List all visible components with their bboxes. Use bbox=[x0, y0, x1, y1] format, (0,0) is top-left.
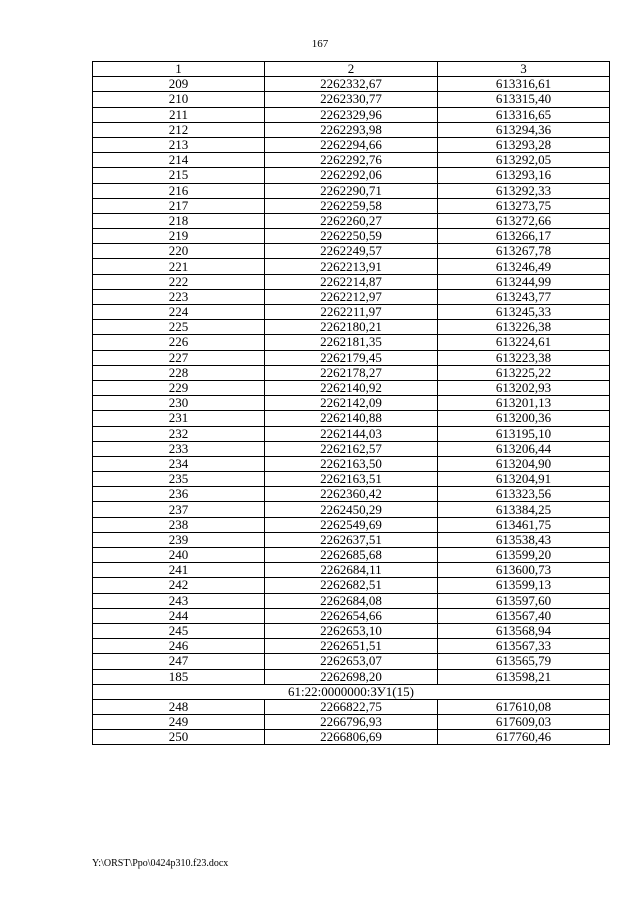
point-number-cell: 240 bbox=[93, 548, 265, 563]
x-coordinate-cell: 2262163,51 bbox=[265, 472, 438, 487]
x-coordinate-cell: 2262162,57 bbox=[265, 441, 438, 456]
point-number-cell: 233 bbox=[93, 441, 265, 456]
section-title-row bbox=[93, 684, 610, 699]
table-row bbox=[93, 380, 610, 395]
x-coordinate-cell: 2262292,76 bbox=[265, 153, 438, 168]
point-number-cell: 213 bbox=[93, 137, 265, 152]
table-row bbox=[93, 548, 610, 563]
y-coordinate-cell: 613224,61 bbox=[438, 335, 610, 350]
y-coordinate-cell: 613567,40 bbox=[438, 608, 610, 623]
x-coordinate-cell: 2262140,88 bbox=[265, 411, 438, 426]
y-coordinate-cell: 613244,99 bbox=[438, 274, 610, 289]
table-row bbox=[93, 563, 610, 578]
y-coordinate-cell: 613204,91 bbox=[438, 472, 610, 487]
point-number-cell: 211 bbox=[93, 107, 265, 122]
point-number-cell: 239 bbox=[93, 532, 265, 547]
point-number-cell: 228 bbox=[93, 365, 265, 380]
x-coordinate-cell: 2262179,45 bbox=[265, 350, 438, 365]
table-row bbox=[93, 441, 610, 456]
y-coordinate-cell: 613246,49 bbox=[438, 259, 610, 274]
table-header-row bbox=[93, 62, 610, 77]
point-number-cell: 216 bbox=[93, 183, 265, 198]
point-number-cell: 226 bbox=[93, 335, 265, 350]
section-title: 61:22:0000000:ЗУ1(15) bbox=[93, 684, 610, 699]
table-row bbox=[93, 472, 610, 487]
y-coordinate-cell: 613267,78 bbox=[438, 244, 610, 259]
y-coordinate-cell: 613315,40 bbox=[438, 92, 610, 107]
x-coordinate-cell: 2262654,66 bbox=[265, 608, 438, 623]
footer-file-path: Y:\ORST\Ppo\0424p310.f23.docx bbox=[92, 858, 229, 869]
point-number-cell: 247 bbox=[93, 654, 265, 669]
table-row bbox=[93, 654, 610, 669]
table-row bbox=[93, 639, 610, 654]
point-number-cell: 212 bbox=[93, 122, 265, 137]
table-row bbox=[93, 608, 610, 623]
x-coordinate-cell: 2262329,96 bbox=[265, 107, 438, 122]
x-coordinate-cell: 2262181,35 bbox=[265, 335, 438, 350]
table-row bbox=[93, 411, 610, 426]
table-body bbox=[93, 77, 610, 745]
y-coordinate-cell: 617760,46 bbox=[438, 730, 610, 745]
point-number-cell: 245 bbox=[93, 623, 265, 638]
table-row bbox=[93, 396, 610, 411]
point-number-cell: 237 bbox=[93, 502, 265, 517]
point-number-cell: 215 bbox=[93, 168, 265, 183]
point-number-cell: 185 bbox=[93, 669, 265, 684]
point-number-cell: 222 bbox=[93, 274, 265, 289]
x-coordinate-cell: 2262653,07 bbox=[265, 654, 438, 669]
table-row bbox=[93, 137, 610, 152]
point-number-cell: 217 bbox=[93, 198, 265, 213]
table-row bbox=[93, 229, 610, 244]
y-coordinate-cell: 613245,33 bbox=[438, 305, 610, 320]
table-row bbox=[93, 699, 610, 714]
x-coordinate-cell: 2266806,69 bbox=[265, 730, 438, 745]
y-coordinate-cell: 613206,44 bbox=[438, 441, 610, 456]
y-coordinate-cell: 613538,43 bbox=[438, 532, 610, 547]
point-number-cell: 250 bbox=[93, 730, 265, 745]
column-header-y: 3 bbox=[438, 62, 610, 77]
table-row bbox=[93, 244, 610, 259]
x-coordinate-cell: 2262330,77 bbox=[265, 92, 438, 107]
point-number-cell: 243 bbox=[93, 593, 265, 608]
y-coordinate-cell: 613565,79 bbox=[438, 654, 610, 669]
table-row bbox=[93, 274, 610, 289]
point-number-cell: 223 bbox=[93, 289, 265, 304]
y-coordinate-cell: 613568,94 bbox=[438, 623, 610, 638]
table-row bbox=[93, 487, 610, 502]
point-number-cell: 248 bbox=[93, 699, 265, 714]
point-number-cell: 214 bbox=[93, 153, 265, 168]
table-row bbox=[93, 305, 610, 320]
point-number-cell: 209 bbox=[93, 77, 265, 92]
y-coordinate-cell: 613599,13 bbox=[438, 578, 610, 593]
x-coordinate-cell: 2262294,66 bbox=[265, 137, 438, 152]
table-row bbox=[93, 715, 610, 730]
x-coordinate-cell: 2262651,51 bbox=[265, 639, 438, 654]
x-coordinate-cell: 2262682,51 bbox=[265, 578, 438, 593]
y-coordinate-cell: 613273,75 bbox=[438, 198, 610, 213]
table-row bbox=[93, 532, 610, 547]
table-row bbox=[93, 517, 610, 532]
x-coordinate-cell: 2262360,42 bbox=[265, 487, 438, 502]
coordinates-table bbox=[92, 61, 610, 745]
x-coordinate-cell: 2262259,58 bbox=[265, 198, 438, 213]
table-row bbox=[93, 168, 610, 183]
column-header-x: 2 bbox=[265, 62, 438, 77]
point-number-cell: 235 bbox=[93, 472, 265, 487]
x-coordinate-cell: 2262292,06 bbox=[265, 168, 438, 183]
point-number-cell: 246 bbox=[93, 639, 265, 654]
x-coordinate-cell: 2262250,59 bbox=[265, 229, 438, 244]
table-row bbox=[93, 623, 610, 638]
y-coordinate-cell: 613292,33 bbox=[438, 183, 610, 198]
y-coordinate-cell: 613598,21 bbox=[438, 669, 610, 684]
x-coordinate-cell: 2262450,29 bbox=[265, 502, 438, 517]
y-coordinate-cell: 613599,20 bbox=[438, 548, 610, 563]
y-coordinate-cell: 613243,77 bbox=[438, 289, 610, 304]
table-row bbox=[93, 365, 610, 380]
x-coordinate-cell: 2262144,03 bbox=[265, 426, 438, 441]
table-row bbox=[93, 198, 610, 213]
x-coordinate-cell: 2266796,93 bbox=[265, 715, 438, 730]
point-number-cell: 241 bbox=[93, 563, 265, 578]
x-coordinate-cell: 2262684,11 bbox=[265, 563, 438, 578]
x-coordinate-cell: 2262178,27 bbox=[265, 365, 438, 380]
table-row bbox=[93, 502, 610, 517]
x-coordinate-cell: 2262249,57 bbox=[265, 244, 438, 259]
y-coordinate-cell: 613461,75 bbox=[438, 517, 610, 532]
x-coordinate-cell: 2262142,09 bbox=[265, 396, 438, 411]
x-coordinate-cell: 2262332,67 bbox=[265, 77, 438, 92]
y-coordinate-cell: 613225,22 bbox=[438, 365, 610, 380]
x-coordinate-cell: 2262212,97 bbox=[265, 289, 438, 304]
table-row bbox=[93, 259, 610, 274]
y-coordinate-cell: 613292,05 bbox=[438, 153, 610, 168]
table-row bbox=[93, 426, 610, 441]
y-coordinate-cell: 613294,36 bbox=[438, 122, 610, 137]
page-number: 167 bbox=[311, 38, 329, 50]
y-coordinate-cell: 613384,25 bbox=[438, 502, 610, 517]
point-number-cell: 220 bbox=[93, 244, 265, 259]
y-coordinate-cell: 613597,60 bbox=[438, 593, 610, 608]
table-row bbox=[93, 213, 610, 228]
x-coordinate-cell: 2266822,75 bbox=[265, 699, 438, 714]
y-coordinate-cell: 613316,61 bbox=[438, 77, 610, 92]
y-coordinate-cell: 613195,10 bbox=[438, 426, 610, 441]
x-coordinate-cell: 2262637,51 bbox=[265, 532, 438, 547]
table-row bbox=[93, 456, 610, 471]
table-row bbox=[93, 593, 610, 608]
point-number-cell: 231 bbox=[93, 411, 265, 426]
point-number-cell: 232 bbox=[93, 426, 265, 441]
table-row bbox=[93, 320, 610, 335]
point-number-cell: 227 bbox=[93, 350, 265, 365]
table-row bbox=[93, 578, 610, 593]
x-coordinate-cell: 2262214,87 bbox=[265, 274, 438, 289]
y-coordinate-cell: 613201,13 bbox=[438, 396, 610, 411]
point-number-cell: 218 bbox=[93, 213, 265, 228]
point-number-cell: 238 bbox=[93, 517, 265, 532]
y-coordinate-cell: 613266,17 bbox=[438, 229, 610, 244]
x-coordinate-cell: 2262549,69 bbox=[265, 517, 438, 532]
table-row bbox=[93, 92, 610, 107]
x-coordinate-cell: 2262180,21 bbox=[265, 320, 438, 335]
point-number-cell: 225 bbox=[93, 320, 265, 335]
x-coordinate-cell: 2262213,91 bbox=[265, 259, 438, 274]
table-row bbox=[93, 77, 610, 92]
x-coordinate-cell: 2262293,98 bbox=[265, 122, 438, 137]
y-coordinate-cell: 613293,16 bbox=[438, 168, 610, 183]
point-number-cell: 236 bbox=[93, 487, 265, 502]
point-number-cell: 229 bbox=[93, 380, 265, 395]
x-coordinate-cell: 2262260,27 bbox=[265, 213, 438, 228]
table-row bbox=[93, 153, 610, 168]
x-coordinate-cell: 2262290,71 bbox=[265, 183, 438, 198]
y-coordinate-cell: 613316,65 bbox=[438, 107, 610, 122]
point-number-cell: 244 bbox=[93, 608, 265, 623]
x-coordinate-cell: 2262653,10 bbox=[265, 623, 438, 638]
table-row bbox=[93, 350, 610, 365]
y-coordinate-cell: 617610,08 bbox=[438, 699, 610, 714]
point-number-cell: 230 bbox=[93, 396, 265, 411]
table-row bbox=[93, 669, 610, 684]
table-row bbox=[93, 730, 610, 745]
y-coordinate-cell: 617609,03 bbox=[438, 715, 610, 730]
y-coordinate-cell: 613600,73 bbox=[438, 563, 610, 578]
x-coordinate-cell: 2262211,97 bbox=[265, 305, 438, 320]
y-coordinate-cell: 613200,36 bbox=[438, 411, 610, 426]
point-number-cell: 221 bbox=[93, 259, 265, 274]
point-number-cell: 219 bbox=[93, 229, 265, 244]
point-number-cell: 224 bbox=[93, 305, 265, 320]
table-row bbox=[93, 335, 610, 350]
table-row bbox=[93, 107, 610, 122]
x-coordinate-cell: 2262163,50 bbox=[265, 456, 438, 471]
y-coordinate-cell: 613567,33 bbox=[438, 639, 610, 654]
point-number-cell: 210 bbox=[93, 92, 265, 107]
y-coordinate-cell: 613272,66 bbox=[438, 213, 610, 228]
y-coordinate-cell: 613323,56 bbox=[438, 487, 610, 502]
table-row bbox=[93, 122, 610, 137]
x-coordinate-cell: 2262698,20 bbox=[265, 669, 438, 684]
point-number-cell: 242 bbox=[93, 578, 265, 593]
point-number-cell: 249 bbox=[93, 715, 265, 730]
column-header-point: 1 bbox=[93, 62, 265, 77]
table-row bbox=[93, 183, 610, 198]
y-coordinate-cell: 613293,28 bbox=[438, 137, 610, 152]
x-coordinate-cell: 2262685,68 bbox=[265, 548, 438, 563]
x-coordinate-cell: 2262684,08 bbox=[265, 593, 438, 608]
table-row bbox=[93, 289, 610, 304]
y-coordinate-cell: 613226,38 bbox=[438, 320, 610, 335]
y-coordinate-cell: 613202,93 bbox=[438, 380, 610, 395]
point-number-cell: 234 bbox=[93, 456, 265, 471]
y-coordinate-cell: 613223,38 bbox=[438, 350, 610, 365]
y-coordinate-cell: 613204,90 bbox=[438, 456, 610, 471]
x-coordinate-cell: 2262140,92 bbox=[265, 380, 438, 395]
